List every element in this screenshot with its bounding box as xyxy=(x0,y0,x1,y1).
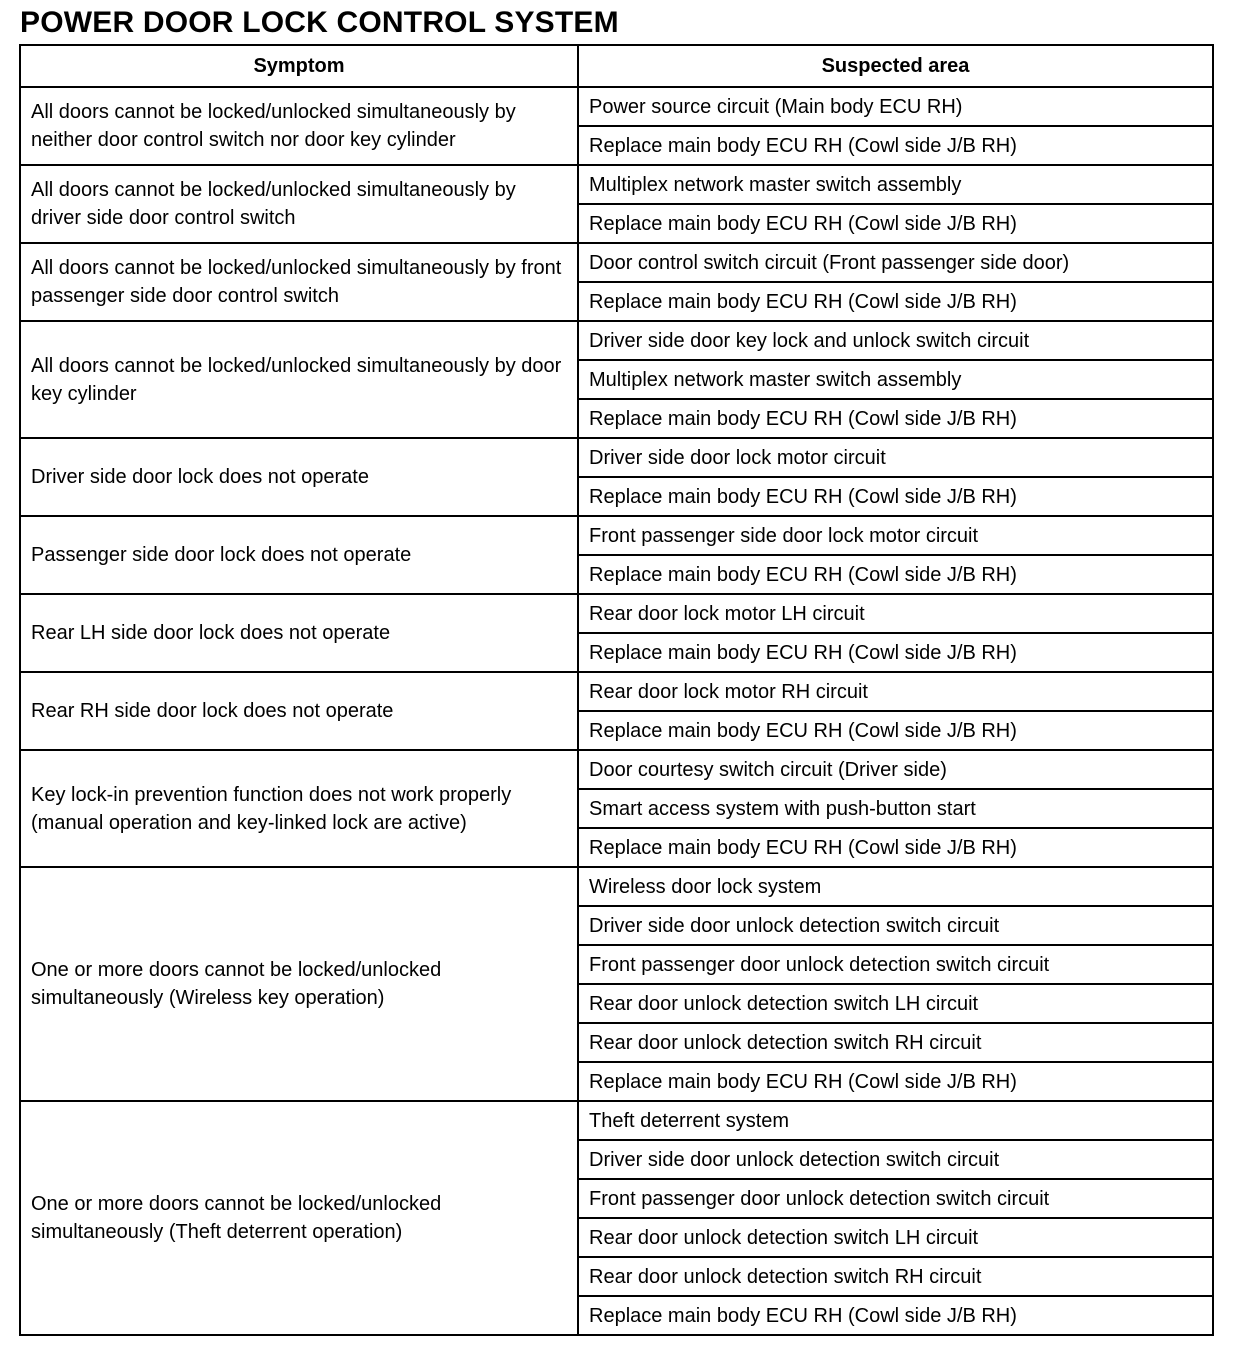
suspected-area-cell: Rear door unlock detection switch LH circuit xyxy=(578,984,1213,1023)
suspected-area-cell: Multiplex network master switch assembly xyxy=(578,165,1213,204)
table-body xyxy=(20,87,1213,1335)
header-row xyxy=(20,45,1213,87)
table-row xyxy=(20,672,1213,711)
suspected-area-cell: Replace main body ECU RH (Cowl side J/B RH) xyxy=(578,282,1213,321)
symptom-column-header: Symptom xyxy=(20,45,578,87)
symptom-cell: All doors cannot be locked/unlocked simultaneously by door key cylinder xyxy=(20,321,578,438)
symptom-cell: Rear LH side door lock does not operate xyxy=(20,594,578,672)
suspected-area-cell: Door courtesy switch circuit (Driver side) xyxy=(578,750,1213,789)
table-row xyxy=(20,1101,1213,1140)
suspected-area-cell: Driver side door unlock detection switch circuit xyxy=(578,1140,1213,1179)
table-row xyxy=(20,321,1213,360)
suspected-area-cell: Replace main body ECU RH (Cowl side J/B RH) xyxy=(578,555,1213,594)
table-row xyxy=(20,750,1213,789)
symptom-cell: Key lock-in prevention function does not work properly (manual operation and key-linked lock are active) xyxy=(20,750,578,867)
suspected-area-cell: Rear door unlock detection switch RH circuit xyxy=(578,1023,1213,1062)
suspected-area-cell: Multiplex network master switch assembly xyxy=(578,360,1213,399)
symptom-cell: All doors cannot be locked/unlocked simultaneously by front passenger side door control switch xyxy=(20,243,578,321)
symptom-cell: Passenger side door lock does not operate xyxy=(20,516,578,594)
suspected-area-cell: Rear door lock motor LH circuit xyxy=(578,594,1213,633)
suspected-area-cell: Driver side door key lock and unlock switch circuit xyxy=(578,321,1213,360)
suspected-area-cell: Front passenger door unlock detection switch circuit xyxy=(578,945,1213,984)
troubleshooting-table xyxy=(19,44,1214,1336)
suspected-area-cell: Replace main body ECU RH (Cowl side J/B RH) xyxy=(578,711,1213,750)
symptom-cell: Driver side door lock does not operate xyxy=(20,438,578,516)
suspected-area-cell: Door control switch circuit (Front passenger side door) xyxy=(578,243,1213,282)
suspected-area-cell: Rear door lock motor RH circuit xyxy=(578,672,1213,711)
suspected-area-cell: Front passenger side door lock motor circuit xyxy=(578,516,1213,555)
suspected-area-cell: Theft deterrent system xyxy=(578,1101,1213,1140)
suspected-area-cell: Rear door unlock detection switch RH circuit xyxy=(578,1257,1213,1296)
symptom-cell: All doors cannot be locked/unlocked simultaneously by neither door control switch nor door key cylinder xyxy=(20,87,578,165)
suspected-area-cell: Replace main body ECU RH (Cowl side J/B RH) xyxy=(578,399,1213,438)
table-row xyxy=(20,243,1213,282)
suspected-area-cell: Smart access system with push-button start xyxy=(578,789,1213,828)
suspected-area-cell: Replace main body ECU RH (Cowl side J/B RH) xyxy=(578,828,1213,867)
table-row xyxy=(20,165,1213,204)
symptom-cell: All doors cannot be locked/unlocked simultaneously by driver side door control switch xyxy=(20,165,578,243)
suspected-area-cell: Driver side door unlock detection switch circuit xyxy=(578,906,1213,945)
table-row xyxy=(20,87,1213,126)
suspected-area-cell: Replace main body ECU RH (Cowl side J/B RH) xyxy=(578,1062,1213,1101)
table-row xyxy=(20,516,1213,555)
suspected-area-cell: Power source circuit (Main body ECU RH) xyxy=(578,87,1213,126)
symptom-cell: One or more doors cannot be locked/unlocked simultaneously (Theft deterrent operation) xyxy=(20,1101,578,1335)
table-row xyxy=(20,594,1213,633)
suspected-area-cell: Replace main body ECU RH (Cowl side J/B RH) xyxy=(578,1296,1213,1335)
suspected-area-cell: Replace main body ECU RH (Cowl side J/B RH) xyxy=(578,477,1213,516)
suspected-area-cell: Wireless door lock system xyxy=(578,867,1213,906)
suspected-area-cell: Replace main body ECU RH (Cowl side J/B RH) xyxy=(578,126,1213,165)
suspected-area-column-header: Suspected area xyxy=(578,45,1213,87)
suspected-area-cell: Front passenger door unlock detection switch circuit xyxy=(578,1179,1213,1218)
table-row xyxy=(20,867,1213,906)
suspected-area-cell: Replace main body ECU RH (Cowl side J/B RH) xyxy=(578,633,1213,672)
page-title: POWER DOOR LOCK CONTROL SYSTEM xyxy=(20,6,619,39)
suspected-area-cell: Driver side door lock motor circuit xyxy=(578,438,1213,477)
symptom-cell: One or more doors cannot be locked/unlocked simultaneously (Wireless key operation) xyxy=(20,867,578,1101)
suspected-area-cell: Rear door unlock detection switch LH circuit xyxy=(578,1218,1213,1257)
table-row xyxy=(20,438,1213,477)
suspected-area-cell: Replace main body ECU RH (Cowl side J/B RH) xyxy=(578,204,1213,243)
symptom-cell: Rear RH side door lock does not operate xyxy=(20,672,578,750)
